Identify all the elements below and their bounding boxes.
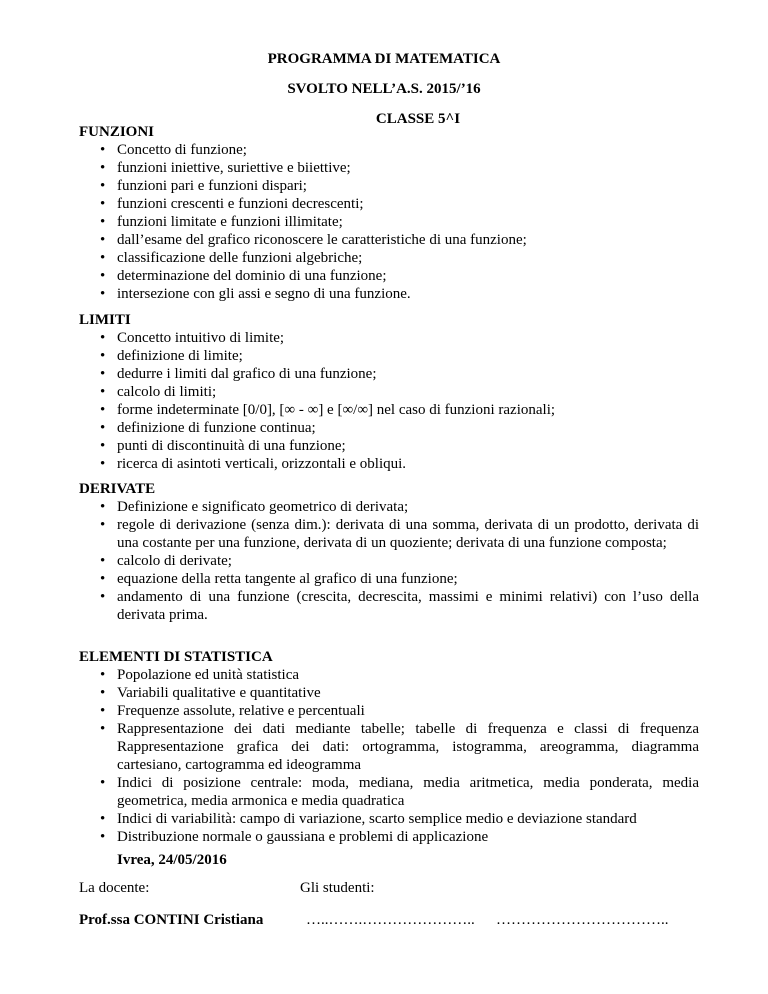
place-date: Ivrea, 24/05/2016: [117, 852, 227, 868]
list-item: • Indici di posizione centrale: moda, mediana, media aritmetica, media ponderata, media geometrica, media armonica e media quadratica: [100, 775, 699, 809]
section-funzioni: [79, 123, 699, 303]
teacher-label: La docente:: [79, 880, 150, 896]
section-derivate: [79, 480, 699, 624]
list-item: • Variabili qualitative e quantitative: [100, 685, 321, 701]
bullet-icon: •: [100, 553, 106, 569]
document-title: PROGRAMMA DI MATEMATICA: [267, 51, 501, 67]
students-label: Gli studenti:: [300, 880, 375, 896]
bullet-icon: •: [100, 685, 106, 701]
bullet-icon: •: [100, 250, 106, 266]
section-heading: ELEMENTI DI STATISTICA: [79, 649, 273, 665]
list-item: • calcolo di derivate;: [100, 553, 232, 569]
list-item: • funzioni limitate e funzioni illimitate;: [100, 214, 343, 230]
bullet-icon: •: [100, 438, 106, 454]
list-item: • definizione di limite;: [100, 348, 243, 364]
list-item: • dall’esame del grafico riconoscere le caratteristiche di una funzione;: [100, 232, 527, 248]
list-item: • regole di derivazione (senza dim.): derivata di una somma, derivata di un prodotto, derivata di una costante per una funzione, derivata di un quoziente; derivata di una funzione composta;: [100, 517, 699, 551]
school-year: SVOLTO NELL’A.S. 2015/’16: [287, 81, 481, 97]
bullet-icon: •: [100, 703, 106, 719]
list-item: • Distribuzione normale o gaussiana e problemi di applicazione: [100, 829, 489, 845]
list-item: • funzioni iniettive, suriettive e biiettive;: [100, 160, 351, 176]
section-heading: FUNZIONI: [79, 124, 155, 140]
bullet-icon: •: [100, 456, 106, 472]
list-item: • calcolo di limiti;: [100, 384, 217, 400]
section-statistica: [79, 648, 699, 846]
bullet-icon: •: [100, 571, 106, 587]
bullet-icon: •: [100, 214, 106, 230]
list-item: • intersezione con gli assi e segno di una funzione.: [100, 286, 411, 302]
list-item: • Frequenze assolute, relative e percentuali: [100, 703, 365, 719]
topic-list: [79, 666, 699, 846]
list-item: • dedurre i limiti dal grafico di una funzione;: [100, 366, 377, 382]
section-heading: DERIVATE: [79, 481, 156, 497]
bullet-icon: •: [100, 232, 106, 248]
list-item: • forme indeterminate [0/0], [∞ - ∞] e [∞/∞] nel caso di funzioni razionali;: [100, 402, 556, 418]
bullet-icon: •: [100, 384, 106, 400]
section-heading: LIMITI: [79, 312, 131, 328]
bullet-icon: •: [100, 517, 106, 533]
topic-list: [79, 329, 699, 473]
bullet-icon: •: [100, 499, 106, 515]
list-item: • Popolazione ed unità statistica: [100, 667, 300, 683]
bullet-icon: •: [100, 420, 106, 436]
list-item: • Definizione e significato geometrico di derivata;: [100, 499, 409, 515]
list-item: • equazione della retta tangente al grafico di una funzione;: [100, 571, 458, 587]
bullet-icon: •: [100, 366, 106, 382]
list-item: • funzioni crescenti e funzioni decrescenti;: [100, 196, 364, 212]
list-item: • Concetto di funzione;: [100, 142, 247, 158]
topic-list: [79, 498, 699, 624]
list-item: • Rappresentazione dei dati mediante tabelle; tabelle di frequenza e classi di frequenza Rappresentazione grafica dei dati: ortogramma, istogramma, areogramma, diagramma cartesiano, cartogramma ed ideogramma: [100, 721, 699, 773]
student-signature-line: …..…….…………………..: [306, 912, 475, 928]
bullet-icon: •: [100, 811, 106, 827]
bullet-icon: •: [100, 178, 106, 194]
student-signature-line: ……………………………..: [496, 912, 669, 928]
list-item: • funzioni pari e funzioni dispari;: [100, 178, 307, 194]
list-item: • determinazione del dominio di una funzione;: [100, 268, 387, 284]
list-item: • Concetto intuitivo di limite;: [100, 330, 285, 346]
bullet-icon: •: [100, 775, 106, 791]
bullet-icon: •: [100, 330, 106, 346]
bullet-icon: •: [100, 589, 106, 605]
list-item: • punti di discontinuità di una funzione;: [100, 438, 346, 454]
teacher-name: Prof.ssa CONTINI Cristiana: [79, 912, 264, 928]
list-item: • Indici di variabilità: campo di variazione, scarto semplice medio e deviazione standard: [100, 811, 637, 827]
class-label: CLASSE 5^I: [375, 111, 461, 127]
list-item: • ricerca di asintoti verticali, orizzontali e obliqui.: [100, 456, 407, 472]
topic-list: [79, 141, 699, 303]
bullet-icon: •: [100, 829, 106, 845]
bullet-icon: •: [100, 142, 106, 158]
bullet-icon: •: [100, 348, 106, 364]
list-item: • andamento di una funzione (crescita, decrescita, massimi e minimi relativi) con l’uso della derivata prima.: [100, 589, 699, 623]
bullet-icon: •: [100, 286, 106, 302]
bullet-icon: •: [100, 268, 106, 284]
bullet-icon: •: [100, 160, 106, 176]
bullet-icon: •: [100, 402, 106, 418]
list-item: • definizione di funzione continua;: [100, 420, 316, 436]
bullet-icon: •: [100, 721, 106, 737]
list-item: • classificazione delle funzioni algebriche;: [100, 250, 363, 266]
bullet-icon: •: [100, 667, 106, 683]
bullet-icon: •: [100, 196, 106, 212]
section-limiti: [79, 311, 699, 473]
